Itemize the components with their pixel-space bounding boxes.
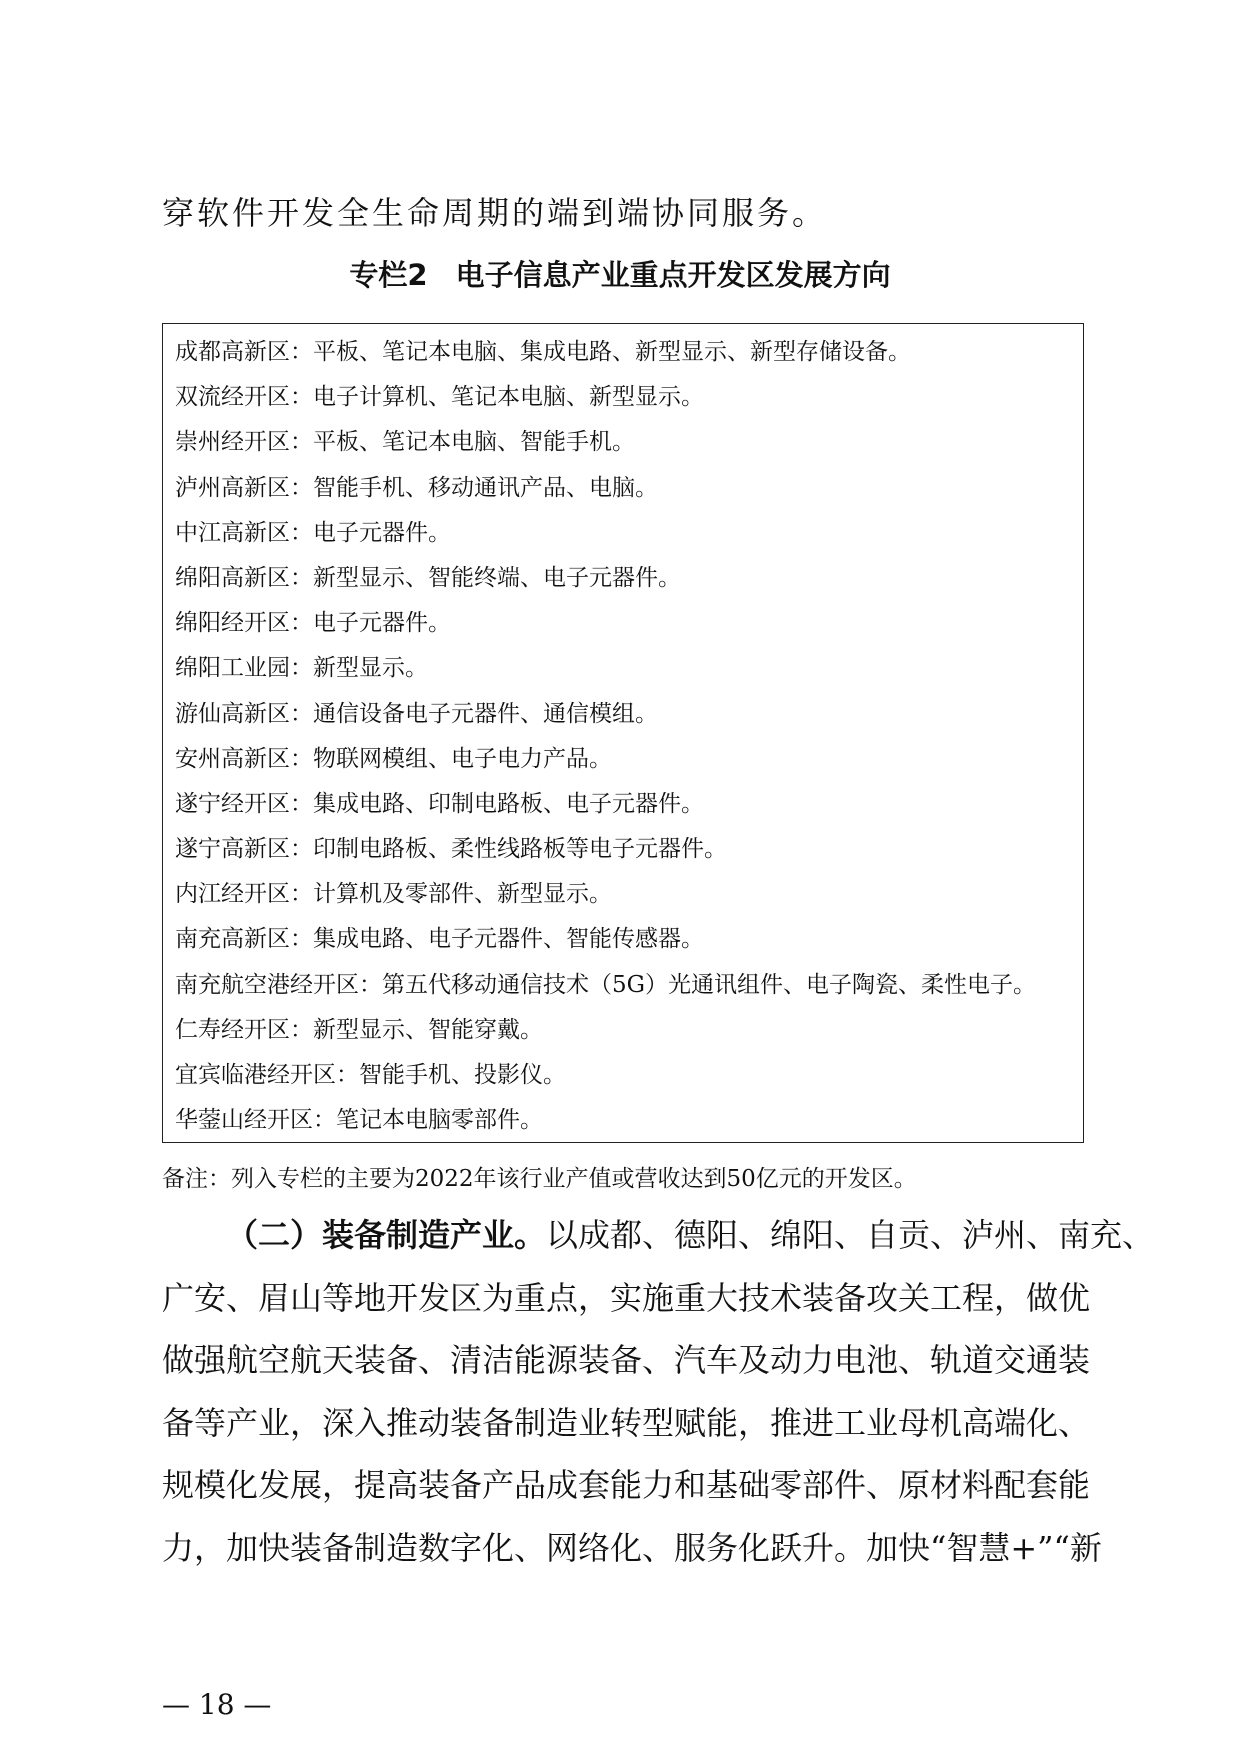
zone-row: 绵阳高新区：新型显示、智能终端、电子元器件。 bbox=[175, 564, 681, 591]
zone-table bbox=[162, 323, 1084, 1143]
zone-row: 华蓥山经开区：笔记本电脑零部件。 bbox=[175, 1107, 543, 1134]
paragraph-line bbox=[162, 1204, 1155, 1267]
page-number: — 18 — bbox=[162, 1688, 272, 1721]
zone-row: 成都高新区：平板、笔记本电脑、集成电路、新型显示、新型存储设备。 bbox=[175, 339, 911, 365]
zone-row: 仁寿经开区：新型显示、智能穿戴。 bbox=[175, 1016, 543, 1043]
zone-row: 宜宾临港经开区：智能手机、投影仪。 bbox=[175, 1062, 566, 1088]
zone-row: 南充航空港经开区：第五代移动通信技术（5G）光通讯组件、电子陶瓷、柔性电子。 bbox=[175, 971, 1037, 998]
paragraph-line: 广安、眉山等地开发区为重点，实施重大技术装备攻关工程，做优 bbox=[162, 1278, 1091, 1317]
zone-row: 双流经开区：电子计算机、笔记本电脑、新型显示。 bbox=[175, 384, 704, 411]
zone-row: 游仙高新区：通信设备电子元器件、通信模组。 bbox=[175, 700, 658, 727]
zone-row: 绵阳工业园：新型显示。 bbox=[175, 655, 428, 682]
paragraph-line: 力，加快装备制造数字化、网络化、服务化跃升。加快“智慧+”“新 bbox=[162, 1528, 1102, 1567]
paragraph-line-text: 以成都、德阳、绵阳、自贡、泸州、南充、 bbox=[546, 1216, 1155, 1254]
paragraph-line: 备等产业，深入推动装备制造业转型赋能，推进工业母机高端化、 bbox=[162, 1403, 1091, 1442]
zone-row: 绵阳经开区：电子元器件。 bbox=[175, 610, 451, 637]
zone-row: 内江经开区：计算机及零部件、新型显示。 bbox=[175, 881, 612, 908]
zone-row: 安州高新区：物联网模组、电子电力产品。 bbox=[175, 745, 612, 772]
box-title bbox=[0, 253, 1240, 294]
paragraph-line: 规模化发展，提高装备产品成套能力和基础零部件、原材料配套能 bbox=[162, 1466, 1091, 1504]
box-label: 专栏2 bbox=[349, 258, 428, 292]
paragraph-line: 做强航空航天装备、清洁能源装备、汽车及动力电池、轨道交通装 bbox=[162, 1341, 1091, 1379]
box-note: 备注：列入专栏的主要为2022年该行业产值或营收达到50亿元的开发区。 bbox=[162, 1166, 917, 1192]
zone-row: 泸州高新区：智能手机、移动通讯产品、电脑。 bbox=[175, 474, 658, 501]
zone-row: 中江高新区：电子元器件。 bbox=[175, 519, 451, 546]
continuation-line: 穿软件开发全生命周期的端到端协同服务。 bbox=[162, 194, 828, 232]
box-heading: 电子信息产业重点开发区发展方向 bbox=[455, 258, 891, 292]
section-lead: （二）装备制造产业。 bbox=[226, 1216, 547, 1254]
body-paragraph bbox=[162, 1204, 1155, 1579]
zone-row: 遂宁经开区：集成电路、印制电路板、电子元器件。 bbox=[175, 790, 704, 817]
zone-row: 南充高新区：集成电路、电子元器件、智能传感器。 bbox=[175, 926, 704, 953]
zone-row: 遂宁高新区：印制电路板、柔性线路板等电子元器件。 bbox=[175, 836, 727, 863]
zone-row: 崇州经开区：平板、笔记本电脑、智能手机。 bbox=[175, 429, 635, 456]
